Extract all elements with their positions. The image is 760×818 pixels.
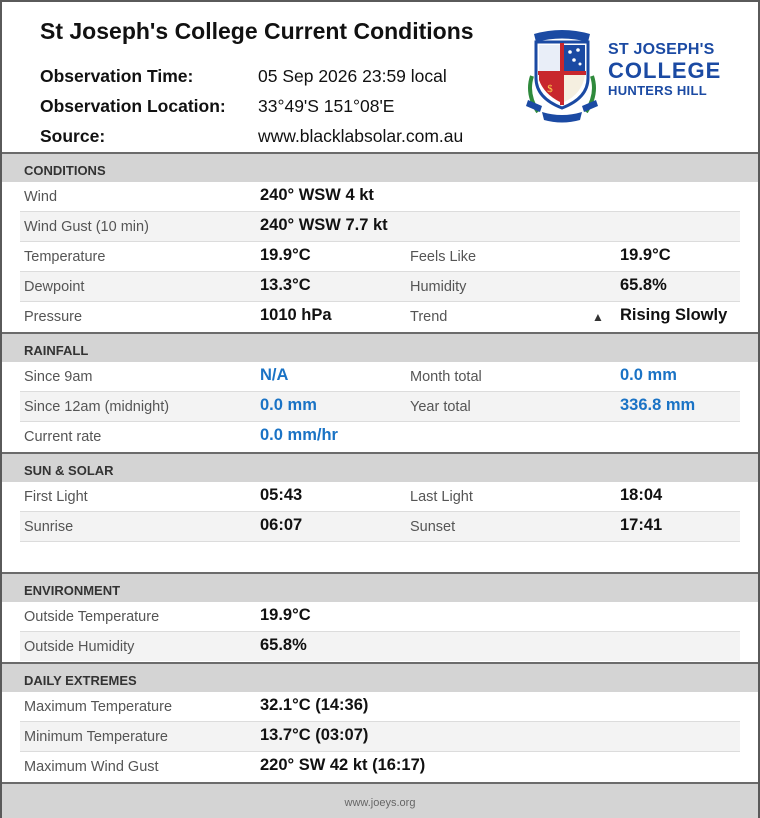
up-triangle-icon: ▲ [592,310,604,324]
dewpoint-label: Dewpoint [24,279,85,295]
humidity-value: 65.8% [620,276,667,294]
section-daily-extremes-header [2,662,758,692]
row-max-wind-gust [20,752,740,781]
max-wind-gust-label: Maximum Wind Gust [24,759,159,775]
trend-label: Trend [410,309,448,325]
row-outside-humidity [20,632,740,661]
section-title: DAILY EXTREMES [24,673,137,688]
min-temperature-value: 13.7°C (03:07) [260,726,369,744]
max-wind-gust-value: 220° SW 42 kt (16:17) [260,756,426,774]
section-title: CONDITIONS [24,163,106,178]
month-total-value: 0.0 mm [620,366,677,384]
section-sun-header [2,452,758,482]
wind-gust-label: Wind Gust (10 min) [24,219,149,235]
row-outside-temperature [20,602,740,632]
max-temperature-value: 32.1°C (14:36) [260,696,369,714]
row-wind-gust [20,212,740,242]
row-temperature [20,242,740,272]
current-rate-label: Current rate [24,429,102,445]
row-max-temperature [20,692,740,722]
row-since-9am [20,362,740,392]
observation-location-label: Observation Location: [40,96,226,116]
sunset-label: Sunset [410,519,456,535]
college-crest-logo [524,28,600,124]
observation-time-label: Observation Time: [40,66,194,86]
row-current-rate [20,422,740,451]
outside-temperature-label: Outside Temperature [24,609,160,625]
current-rate-value: 0.0 mm/hr [260,426,338,444]
year-total-label: Year total [410,399,471,415]
row-pressure [20,302,740,331]
last-light-label: Last Light [410,489,473,505]
min-temperature-label: Minimum Temperature [24,729,168,745]
since-midnight-value: 0.0 mm [260,396,317,414]
section-title: RAINFALL [24,343,89,358]
sunset-value: 17:41 [620,516,663,534]
page-title: St Joseph's College Current Conditions [40,18,474,44]
brand-line-3: HUNTERS HILL [608,83,707,98]
since-9am-value: N/A [260,366,289,384]
since-9am-label: Since 9am [24,369,93,385]
feels-like-label: Feels Like [410,249,477,265]
dewpoint-value: 13.3°C [260,276,311,294]
brand-line-2: COLLEGE [608,58,722,83]
observation-time-value: 05 Sep 2026 23:59 local [258,66,447,86]
temperature-label: Temperature [24,249,106,265]
max-temperature-label: Maximum Temperature [24,699,173,715]
section-conditions-header [2,152,758,182]
feels-like-value: 19.9°C [620,246,671,264]
wind-value: 240° WSW 4 kt [260,186,374,204]
temperature-value: 19.9°C [260,246,311,264]
last-light-value: 18:04 [620,486,663,504]
section-title: ENVIRONMENT [24,583,121,598]
footer-link[interactable]: www.joeys.org [344,797,416,809]
outside-temperature-value: 19.9°C [260,606,311,624]
since-midnight-label: Since 12am (midnight) [24,399,170,415]
row-wind [20,182,740,212]
section-title: SUN & SOLAR [24,463,114,478]
source-label: Source: [40,126,106,146]
first-light-value: 05:43 [260,486,303,504]
year-total-value: 336.8 mm [620,396,696,414]
sunrise-value: 06:07 [260,516,303,534]
outside-humidity-label: Outside Humidity [24,639,135,655]
month-total-label: Month total [410,369,482,385]
row-first-light [20,482,740,512]
section-environment-header [2,572,758,602]
svg-text:$: $ [547,83,553,95]
row-dewpoint [20,272,740,302]
sunrise-label: Sunrise [24,519,74,535]
college-brand-wordmark [608,42,721,97]
section-rainfall-header [2,332,758,362]
row-since-midnight [20,392,740,422]
wind-label: Wind [24,189,58,205]
trend-value: Rising Slowly [620,306,728,324]
outside-humidity-value: 65.8% [260,636,307,654]
row-sunrise [20,512,740,542]
source-link[interactable]: www.blacklabsolar.com.au [258,126,464,146]
humidity-label: Humidity [410,279,467,295]
row-min-temperature [20,722,740,752]
pressure-label: Pressure [24,309,83,325]
observation-location-value: 33°49'S 151°08'E [258,96,395,116]
pressure-value: 1010 hPa [260,306,332,324]
wind-gust-value: 240° WSW 7.7 kt [260,216,388,234]
first-light-label: First Light [24,489,88,505]
footer [2,782,758,818]
brand-line-1: ST JOSEPH'S [608,41,715,58]
